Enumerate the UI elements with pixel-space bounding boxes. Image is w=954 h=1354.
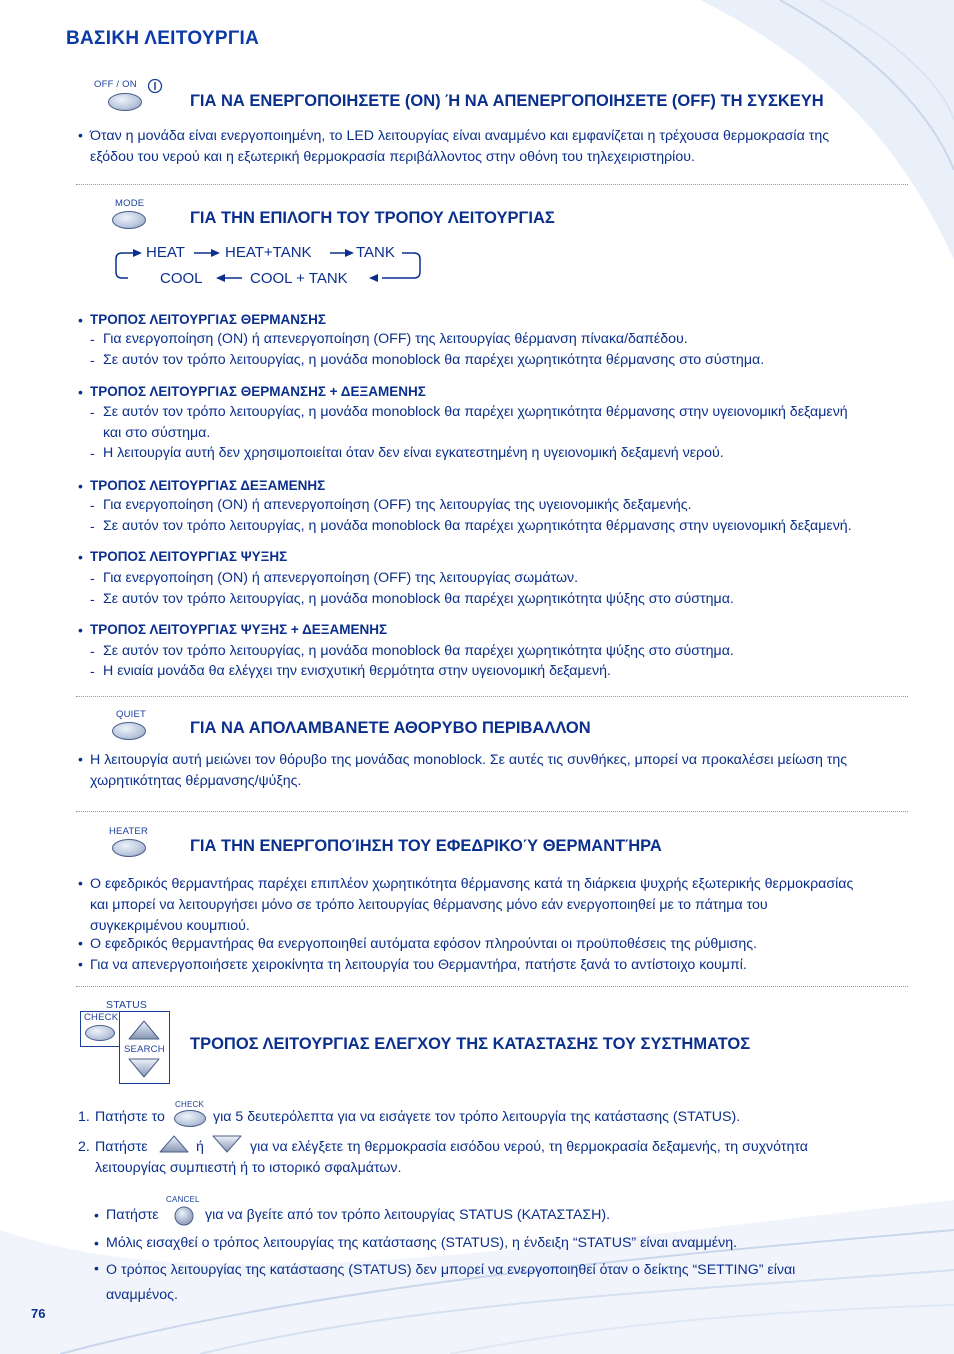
bullet: • (78, 478, 83, 494)
cancel-button-icon (173, 1205, 195, 1227)
dash: - (90, 518, 95, 534)
dash: - (90, 570, 95, 586)
bullet: • (94, 1207, 99, 1223)
divider (76, 986, 908, 987)
bullet: • (78, 549, 83, 565)
cool-mode-title: ΤΡΟΠΟΣ ΛΕΙΤΟΥΡΓΙΑΣ ΨΥΞΗΣ (90, 549, 288, 564)
heater-bullet-3: Για να απενεργοποιήσετε χειροκίνητα τη λειτουργία του Θερμαντήρα, πατήστε ξανά το αντίστοιχο κουμπί. (90, 957, 747, 973)
text-line: Ο εφεδρικός θερμαντήρας παρέχει επιπλέον χωρητικότητα θέρμανσης κατά τη διάρκεια ψυχρής εξωτερικής θερμοκρασίας (90, 876, 854, 892)
text-line: και μπορεί να λειτουργήσει μόνο σε τρόπο λειτουργίας θέρμανσης μόνο εάν ενεργοποιηθεί με το πάτημα του (90, 897, 768, 913)
status-button-group (80, 1011, 169, 1082)
bullet: • (78, 384, 83, 400)
heater-bullet-2: Ο εφεδρικός θερμαντήρας θα ενεργοποιηθεί αυτόματα εφόσον πληρούνται οι προϋποθέσεις της ρύθμισης. (90, 936, 758, 952)
bullet: • (78, 312, 83, 328)
dash: - (90, 663, 95, 679)
inline-cancel-label: CANCEL (166, 1195, 200, 1204)
text-line: Όταν η μονάδα είναι ενεργοποιημένη, το LED λειτουργίας είναι αναμμένο και εμφανίζεται η τρέχουσα θερμοκρασία της (90, 128, 830, 144)
heat-mode-line1: Για ενεργοποίηση (ON) ή απενεργοποίηση (OFF) της λειτουργίας θέρμανση πίνακα/δαπέδου. (103, 331, 688, 347)
up-arrow-button-icon[interactable] (127, 1019, 161, 1041)
heater-button-label: HEATER (109, 826, 149, 837)
note-2-text: Μόλις εισαχθεί ο τρόπος λειτουργίας της κατάστασης (STATUS), η ένδειξη “STATUS” είναι αναμμένη. (106, 1235, 738, 1251)
section-title-heater: ΓΙΑ ΤΗΝ ΕΝΕΡΓΟΠΟΊΗΣΗ ΤΟΥ ΕΦΕΔΡΙΚΟΎ ΘΕΡΜΑΝΤΉΡΑ (190, 837, 662, 855)
divider (76, 696, 908, 697)
bullet: • (78, 127, 83, 143)
step-2-or: ή (196, 1139, 204, 1155)
flow-heat-tank: HEAT+TANK (225, 244, 312, 261)
bullet: • (78, 622, 83, 638)
bullet: • (78, 875, 83, 891)
divider (76, 184, 908, 185)
note-1-text: για να βγείτε από τον τρόπο λειτουργίας STATUS (ΚΑΤΑΣΤΑΣΗ). (205, 1207, 611, 1223)
text-line: εξόδου του νερού και η εξωτερική θερμοκρασία περιβάλλοντος στην οθόνη του τηλεχειριστηρίου. (90, 149, 695, 165)
flow-cool: COOL (160, 270, 203, 287)
bullet: • (78, 956, 83, 972)
step-1-text: για 5 δευτερόλεπτα για να εισάγετε τον τρόπο λειτουργία της κατάστασης (STATUS). (213, 1109, 741, 1125)
inline-down-arrow-icon (211, 1134, 243, 1154)
check-button[interactable] (85, 1025, 115, 1041)
text-line: Η λειτουργία αυτή μειώνει τον θόρυβο της μονάδας monoblock. Σε αυτές τις συνθήκες, μπορεί να προκαλέσει μείωση της (90, 752, 848, 768)
off-on-button[interactable] (108, 93, 142, 111)
heat-tank-mode-line2: Η λειτουργία αυτή δεν χρησιμοποιείται όταν δεν είναι εγκατεστημένη η υγειονομική δεξαμενή νερού. (103, 445, 724, 461)
step-1-prefix: Πατήστε το (95, 1109, 165, 1125)
step-2-prefix: Πατήστε (95, 1139, 148, 1155)
cool-tank-mode-line2: Η ενιαία μονάδα θα ελέγχει την ενισχυτική θερμότητα στην υγειονομική δεξαμενή. (103, 663, 611, 679)
flow-tank: TANK (356, 244, 395, 261)
mode-button[interactable] (112, 211, 146, 229)
dash: - (90, 404, 95, 420)
section-title-on-off: ΓΙΑ ΝΑ ΕΝΕΡΓΟΠΟΙΗΣΕΤΕ (ON) Ή ΝΑ ΑΠΕΝΕΡΓΟΠΟΙΗΣΕΤΕ (OFF) ΤΗ ΣΥΣΚΕΥΗ (190, 92, 824, 110)
flow-cool-tank: COOL + TANK (250, 270, 348, 287)
divider (76, 811, 908, 812)
text-line: Ο τρόπος λειτουργίας της κατάστασης (STATUS) δεν μπορεί να ενεργοποιηθεί όταν ο δείκτης “SETTING” είναι (106, 1262, 796, 1278)
text-line: αναμμένος. (106, 1287, 178, 1303)
tank-mode-line2: Σε αυτόν τον τρόπο λειτουργίας, η μονάδα monoblock θα παρέχει χωρητικότητα θέρμανσης στην υγειονομική δεξαμενή. (103, 518, 852, 534)
inline-up-arrow-icon (158, 1134, 190, 1154)
cool-tank-mode-title: ΤΡΟΠΟΣ ΛΕΙΤΟΥΡΓΙΑΣ ΨΥΞΗΣ + ΔΕΞΑΜΕΝΗΣ (90, 622, 388, 637)
heat-tank-mode-line1 (103, 402, 848, 444)
step-2-number: 2. (78, 1139, 90, 1155)
heat-mode-title: ΤΡΟΠΟΣ ΛΕΙΤΟΥΡΓΙΑΣ ΘΕΡΜΑΝΣΗΣ (90, 312, 326, 327)
bullet: • (78, 935, 83, 951)
text-line: Σε αυτόν τον τρόπο λειτουργίας, η μονάδα monoblock θα παρέχει χωρητικότητα θέρμανσης στην υγειονομική δεξαμενή (103, 404, 848, 420)
step-2-line-2: λειτουργίας συμπιεστή ή το ιστορικό σφαλμάτων. (95, 1160, 402, 1176)
section-title-status: ΤΡΟΠΟΣ ΛΕΙΤΟΥΡΓΙΑΣ ΕΛΕΓΧΟΥ ΤΗΣ ΚΑΤΑΣΤΑΣΗΣ ΤΟΥ ΣΥΣΤΗΜΑΤΟΣ (190, 1035, 751, 1053)
cool-mode-line1: Για ενεργοποίηση (ON) ή απενεργοποίηση (OFF) της λειτουργίας σωμάτων. (103, 570, 579, 586)
dash: - (90, 497, 95, 513)
text-line: και στο σύστημα. (103, 425, 211, 441)
tank-mode-title: ΤΡΟΠΟΣ ΛΕΙΤΟΥΡΓΙΑΣ ΔΕΞΑΜΕΝΗΣ (90, 478, 326, 493)
page-title: ΒΑΣΙΚΗ ΛΕΙΤΟΥΡΓΙΑ (66, 28, 260, 49)
search-label: SEARCH (124, 1044, 165, 1055)
dash: - (90, 352, 95, 368)
heat-tank-mode-title: ΤΡΟΠΟΣ ΛΕΙΤΟΥΡΓΙΑΣ ΘΕΡΜΑΝΣΗΣ + ΔΕΞΑΜΕΝΗΣ (90, 384, 426, 399)
dash: - (90, 331, 95, 347)
heater-button[interactable] (112, 839, 146, 857)
mode-button-label: MODE (115, 198, 145, 209)
step-2-text: για να ελέγξετε τη θερμοκρασία εισόδου νερού, τη θερμοκρασία δεξαμενής, τη συχνότητα (250, 1139, 808, 1155)
inline-check-button (174, 1110, 206, 1127)
bullet: • (94, 1260, 99, 1276)
note-1-prefix: Πατήστε (106, 1207, 159, 1223)
heater-bullet-1 (90, 874, 853, 937)
status-label: STATUS (106, 999, 148, 1011)
page-number: 76 (31, 1306, 46, 1321)
bullet: • (94, 1235, 99, 1251)
off-on-button-label: OFF / ON (94, 79, 137, 90)
tank-mode-line1: Για ενεργοποίηση (ON) ή απενεργοποίηση (OFF) της λειτουργίας της υγειονομικής δεξαμενής. (103, 497, 692, 513)
dash: - (90, 643, 95, 659)
inline-check-label: CHECK (175, 1100, 205, 1109)
heat-mode-line2: Σε αυτόν τον τρόπο λειτουργίας, η μονάδα monoblock θα παρέχει χωρητικότητα θέρμανσης στο σύστημα. (103, 352, 765, 368)
dash: - (90, 591, 95, 607)
note-3-text (106, 1258, 795, 1308)
quiet-button[interactable] (112, 722, 146, 740)
section-title-mode: ΓΙΑ ΤΗΝ ΕΠΙΛΟΓΗ ΤΟΥ ΤΡΟΠΟΥ ΛΕΙΤΟΥΡΓΙΑΣ (190, 209, 555, 227)
cool-tank-mode-line1: Σε αυτόν τον τρόπο λειτουργίας, η μονάδα monoblock θα παρέχει χωρητικότητα ψύξης στο σύστημα. (103, 643, 734, 659)
step-1-number: 1. (78, 1109, 90, 1125)
quiet-button-label: QUIET (116, 709, 147, 720)
cool-mode-line2: Σε αυτόν τον τρόπο λειτουργίας, η μονάδα monoblock θα παρέχει χωρητικότητα ψύξης στο σύστημα. (103, 591, 734, 607)
text-line: συγκεκριμένου κουμπιού. (90, 918, 250, 934)
down-arrow-button-icon[interactable] (127, 1057, 161, 1079)
bullet: • (78, 751, 83, 767)
on-off-description (90, 126, 829, 168)
check-label: CHECK (84, 1012, 119, 1023)
quiet-description (90, 750, 847, 792)
power-icon (147, 78, 163, 94)
dash: - (90, 445, 95, 461)
flow-heat: HEAT (146, 244, 185, 261)
section-title-quiet: ΓΙΑ ΝΑ ΑΠΟΛΑΜΒΑΝΕΤΕ ΑΘΟΡΥΒΟ ΠΕΡΙΒΑΛΛΟΝ (190, 719, 591, 737)
text-line: χωρητικότητας θέρμανσης/ψύξης. (90, 773, 302, 789)
